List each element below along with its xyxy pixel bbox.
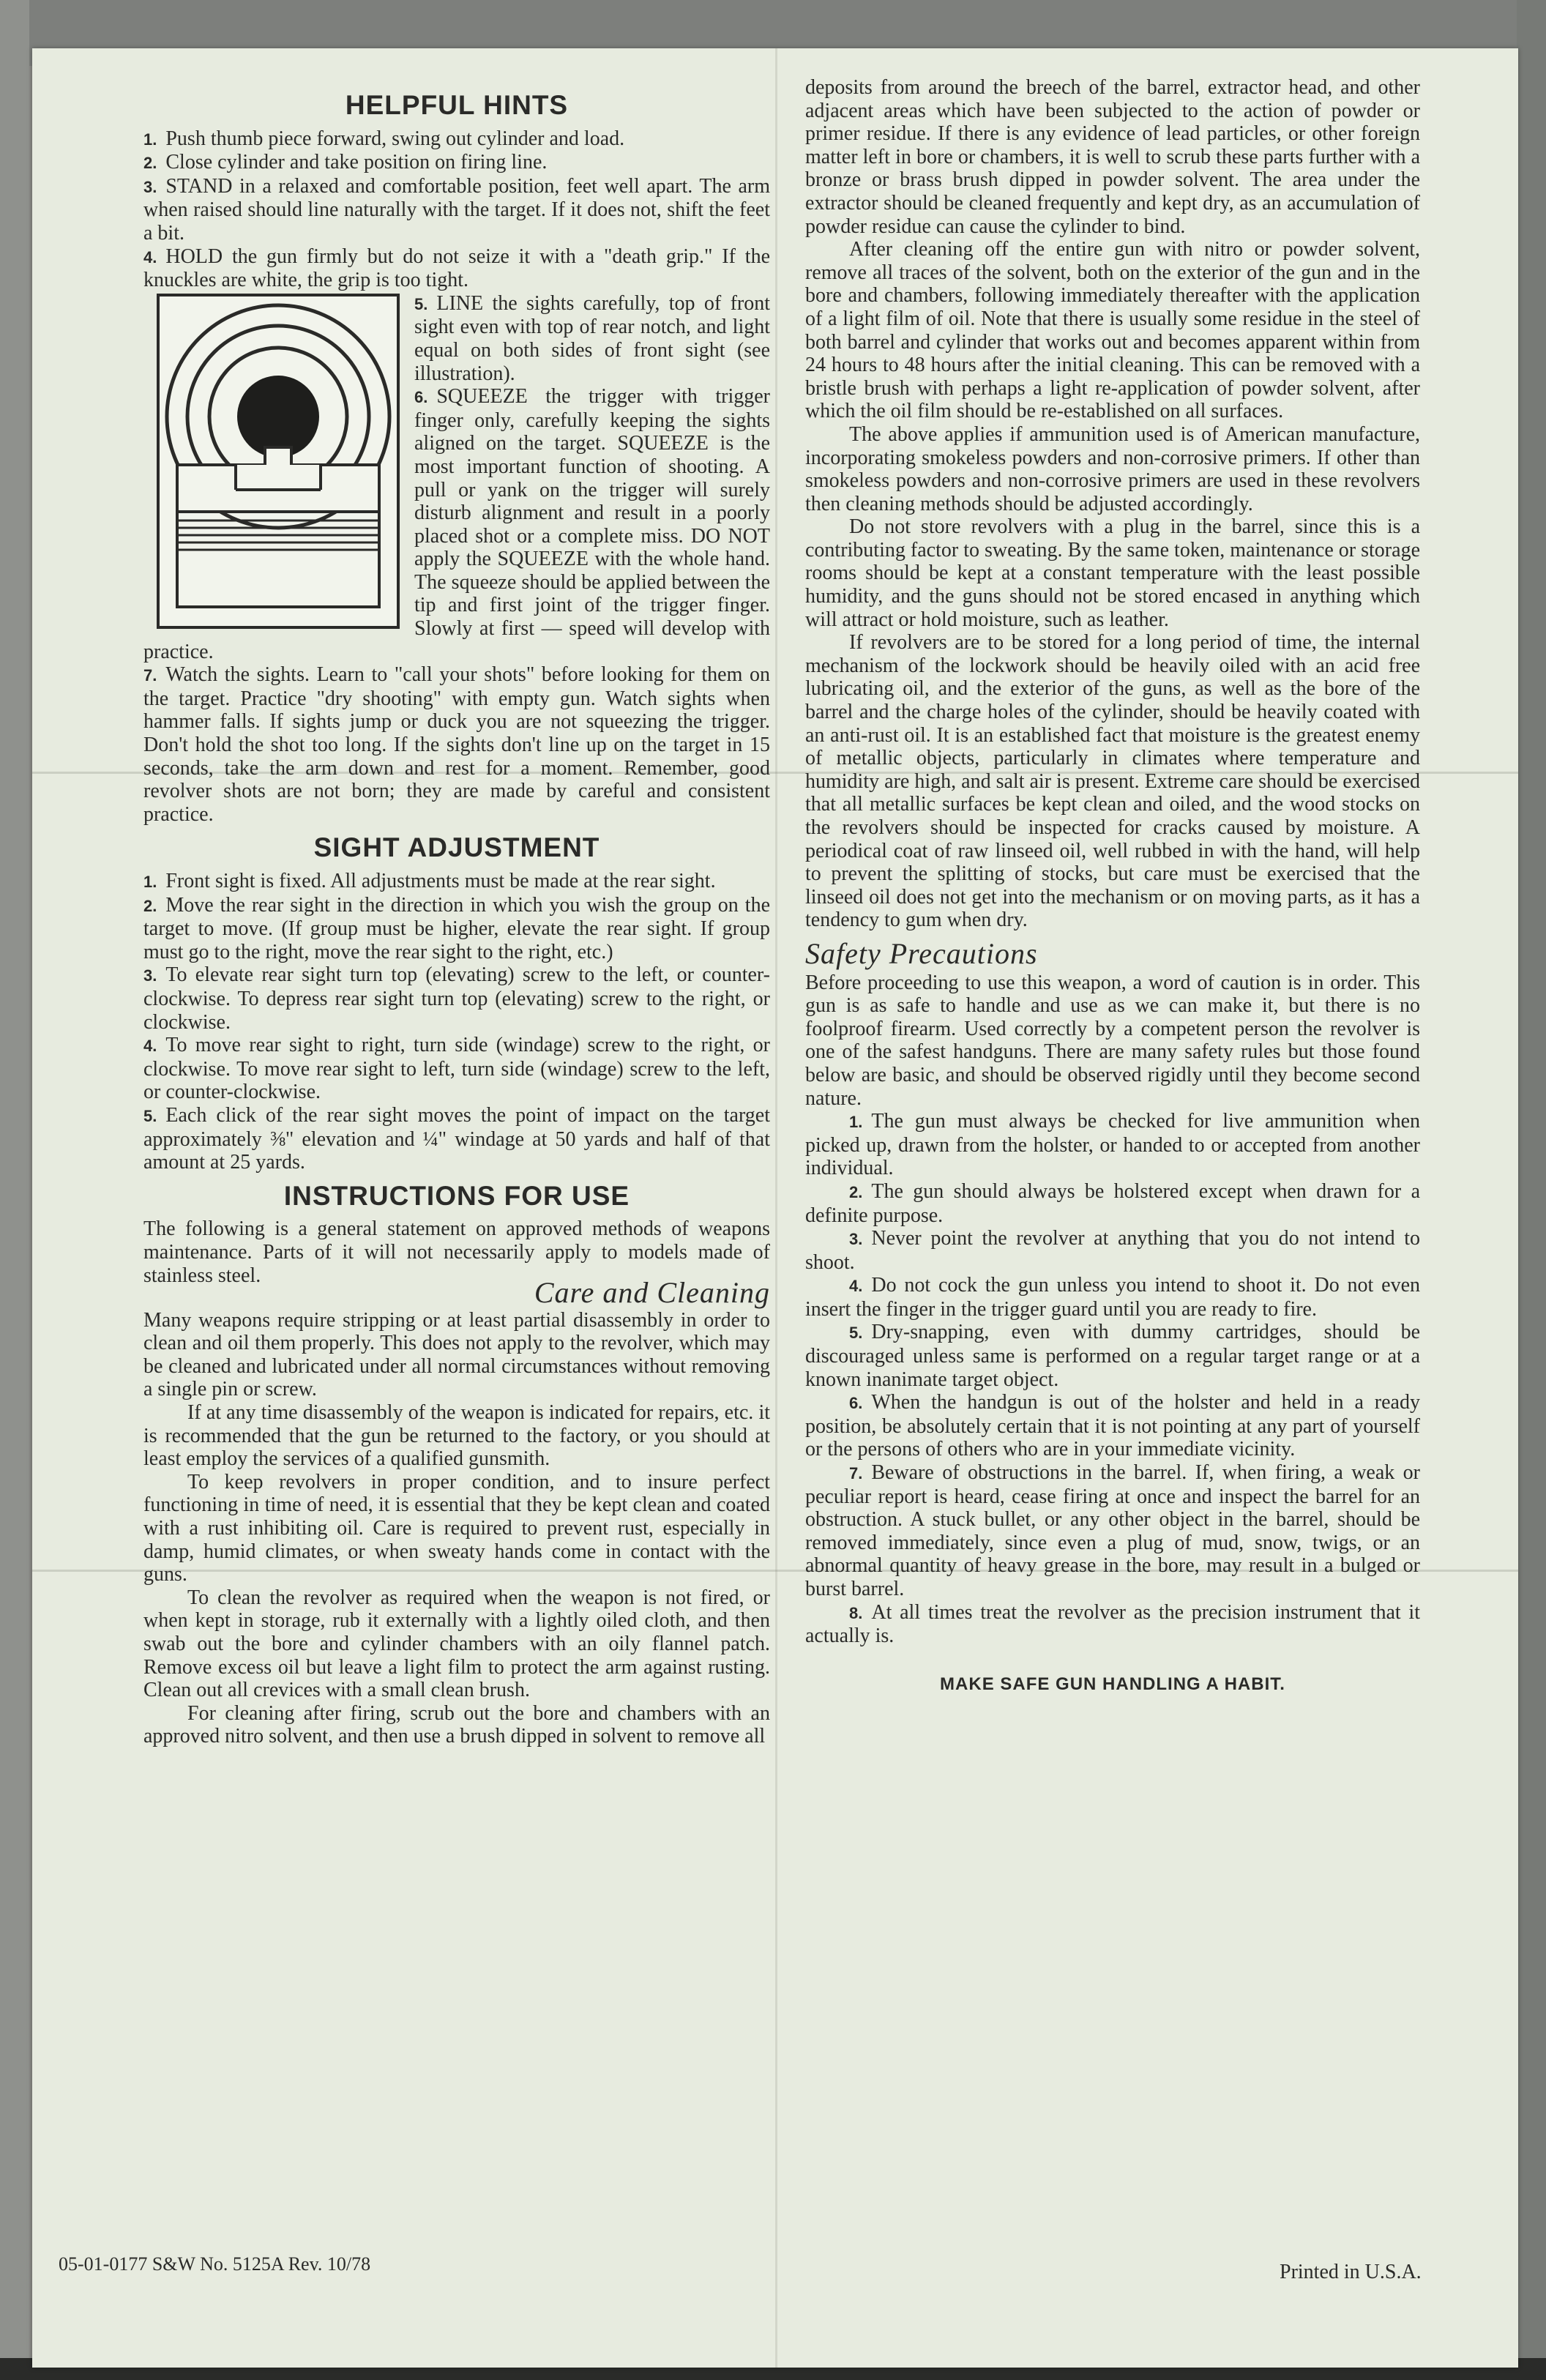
- left-column: [143, 83, 770, 1748]
- safety-item: 6. When the handgun is out of the holster and held in a ready position, be absolutely certain that it is not pointing at any part of yourself or the persons of others who are in your immediate vicinity.: [805, 1391, 1420, 1461]
- paragraph: After cleaning off the entire gun with nitro or powder solvent, remove all traces of the solvent, both on the exterior of the gun and in the bore and chambers, following immediately thereafter with the application of a light film of oil. Note that there is usually some residue in the steel of both barrel and cylinder that works out and becomes apparent within from 24 hours to 48 hours after the initial cleaning. This can be removed with a bristle brush with perhaps a light re-application of powder solvent, after which the oil film should be re-established on all surfaces.: [805, 238, 1420, 423]
- instructions-intro: The following is a general statement on approved methods of weapons maintenance. Parts of it will not necessarily apply to models made of stainless steel.: [143, 1217, 770, 1287]
- sight-alignment-illustration: [155, 292, 401, 630]
- center-fold: [775, 48, 777, 2368]
- form-number: 05-01-0177 S&W No. 5125A Rev. 10/78: [59, 2253, 371, 2275]
- hint-item: 2. Close cylinder and take position on firing line.: [143, 151, 548, 174]
- sight-item: 3. To elevate rear sight turn top (elevating) screw to the left, or counter-clockwise. To depress rear sight turn top (elevating) screw to the right, or clockwise.: [143, 963, 770, 1034]
- safety-slogan: MAKE SAFE GUN HANDLING A HABIT.: [940, 1674, 1285, 1694]
- safety-item: 8. At all times treat the revolver as the precision instrument that it actually is.: [805, 1600, 1420, 1648]
- printed-in: Printed in U.S.A.: [1280, 2261, 1422, 2283]
- paragraph: If at any time disassembly of the weapon is indicated for repairs, etc. it is recommended that the gun be returned to the factory, or you should at least employ the services of a qualified gunsmith.: [143, 1401, 770, 1471]
- helpful-hints-heading: HELPFUL HINTS: [345, 90, 569, 120]
- background-right: [1517, 0, 1546, 2380]
- safety-item: 3. Never point the revolver at anything that you do not intend to shoot.: [805, 1227, 1420, 1274]
- hint-item: 5. LINE the sights carefully, top of front sight even with top of rear notch, and light equal on both sides of front sight (see illustration).: [414, 291, 770, 385]
- paragraph: If revolvers are to be stored for a long period of time, the internal mechanism of the lockwork should be heavily oiled with an acid free lubricating oil, and the exterior of the guns, as well as the bore of the barrel and the charge holes of the cylinder, should be heavily coated with an anti-rust oil. It is an established fact that moisture is the greatest enemy of metallic objects, particularly in climates where temperature and humidity are high, and salt air is present. Extreme care should be exercised that all metallic surfaces be kept clean and oiled, and the wood stocks on the revolvers should be inspected for cracks caused by moisture. A periodical coat of raw linseed oil, well rubbed in with the hand, will help to prevent the splitting of stocks, but care must be exercised that the linseed oil does not get into the mechanism or on moving parts, as it has a tendency to gum when dry.: [805, 631, 1420, 932]
- instructions-heading: INSTRUCTIONS FOR USE: [283, 1180, 630, 1211]
- care-cleaning-heading: Care and Cleaning: [534, 1276, 770, 1310]
- right-column: [805, 76, 1420, 1696]
- paragraph: The above applies if ammunition used is of American manufacture, incorporating smokeless powders and non-corrosive primers. If other than smokeless powders and non-corrosive primers are used in these revolvers then cleaning methods should be adjusted accordingly.: [805, 422, 1420, 515]
- paragraph: deposits from around the breech of the barrel, extractor head, and other adjacent areas which have been subjected to the action of powder or primer residue. If there is any evidence of lead particles, or other foreign matter left in bore or chambers, it is well to scrub these parts further with a bronze or brass brush dipped in powder solvent. The area under the extractor should be cleaned frequently and kept dry, as an accumulation of powder residue can cause the cylinder to bind.: [805, 76, 1420, 238]
- hint-item: 3. STAND in a relaxed and comfortable position, feet well apart. The arm when raised should line naturally with the target. If it does not, shift the feet a bit.: [143, 174, 770, 245]
- paragraph: To keep revolvers in proper condition, and to insure perfect functioning in time of need, it is essential that they be kept clean and coated with a rust inhibiting oil. Care is required to prevent rust, especially in damp, humid climates, or when sweaty hands come in contact with the guns.: [143, 1470, 770, 1586]
- background-left: [0, 0, 29, 2380]
- paragraph: For cleaning after firing, scrub out the bore and chambers with an approved nitro solvent, and then use a brush dipped in solvent to remove all: [143, 1701, 770, 1748]
- safety-intro: Before proceeding to use this weapon, a word of caution is in order. This gun is as safe to handle and use as we can make it, but there is no foolproof firearm. Used correctly by a competent person the revolver is one of the safest handguns. There are many safety rules but those found below are basic, and should be observed rigidly until they become second nature.: [805, 971, 1420, 1110]
- safety-item: 4. Do not cock the gun unless you intend to shoot it. Do not even insert the finger in the trigger guard until you are ready to fire.: [805, 1274, 1420, 1321]
- safety-item: 2. The gun should always be holstered except when drawn for a definite purpose.: [805, 1179, 1420, 1227]
- sight-item: 4. To move rear sight to right, turn side (windage) screw to the right, or clockwise. To move rear sight to left, turn side (windage) screw to the left, or counter-clockwise.: [143, 1034, 770, 1104]
- hint-item: 7. Watch the sights. Learn to "call your shots" before looking for them on the target. Practice "dry shooting" with empty gun. Watch sights when hammer falls. If sights jump or duck you are not squeezing the trigger. Don't hold the shot too long. If the sights don't line up on the target in 15 seconds, take the arm down and rest for a moment. Remember, good revolver shots are not born; they are made by careful and consistent practice.: [143, 663, 770, 826]
- sight-adjustment-heading: SIGHT ADJUSTMENT: [313, 832, 600, 863]
- paragraph: Many weapons require stripping or at least partial disassembly in order to clean and oil them properly. This does not apply to the revolver, which may be cleaned and lubricated under all normal circumstances without removing a single pin or screw.: [143, 1308, 770, 1401]
- safety-item: 5. Dry-snapping, even with dummy cartridges, should be discouraged unless same is performed on a regular target range or at a known inanimate target object.: [805, 1321, 1420, 1391]
- paragraph: Do not store revolvers with a plug in the barrel, since this is a contributing factor to sweating. By the same token, maintenance or storage rooms should be kept at a constant temperature with the least possible humidity, and the guns should not be stored encased in anything which will attract or hold moisture, such as leather.: [805, 515, 1420, 631]
- hint-item: 4. HOLD the gun firmly but do not seize it with a "death grip." If the knuckles are white, the grip is too tight.: [143, 245, 770, 292]
- safety-heading: Safety Precautions: [805, 936, 1038, 970]
- safety-item: 7. Beware of obstructions in the barrel. If, when firing, a weak or peculiar report is heard, cease firing at once and inspect the barrel for an obstruction. A stuck bullet, or any other object in the barrel, should be removed immediately, since even a plug of mud, snow, twigs, or an abnormal quantity of heavy grease in the bore, may result in a bulged or burst barrel.: [805, 1461, 1420, 1600]
- sight-item: 1. Front sight is fixed. All adjustments must be made at the rear sight.: [143, 870, 716, 892]
- paragraph: To clean the revolver as required when the weapon is not fired, or when kept in storage, rub it externally with a lightly oiled cloth, and then swab out the bore and cylinder chambers with an oily flannel patch. Remove excess oil but leave a light film to protect the arm against rusting. Clean out all crevices with a small clean brush.: [143, 1586, 770, 1702]
- sight-item: 2. Move the rear sight in the direction in which you wish the group on the target to move. (If group must be higher, elevate the rear sight. If group must go to the right, move the rear sight to the right, etc.): [143, 893, 770, 963]
- hint-item: 1. Push thumb piece forward, swing out cylinder and load.: [143, 127, 625, 150]
- safety-item: 1. The gun must always be checked for live ammunition when picked up, drawn from the holster, or handed to or accepted from another individual.: [805, 1110, 1420, 1180]
- sight-item: 5. Each click of the rear sight moves the point of impact on the target approximately ⅜" elevation and ¼" windage at 50 yards and half of that amount at 25 yards.: [143, 1103, 770, 1174]
- hint-item: 6. SQUEEZE the trigger with trigger finger only, carefully keeping the sights aligned on the target. SQUEEZE is the most important function of shooting. A pull or yank on the trigger will surely disturb alignment and result in a poorly placed shot or a complete miss. DO NOT apply the SQUEEZE with the whole hand. The squeeze should be applied between the tip and first joint of the trigger finger. Slowly at first — speed will develop with practice.: [143, 385, 770, 663]
